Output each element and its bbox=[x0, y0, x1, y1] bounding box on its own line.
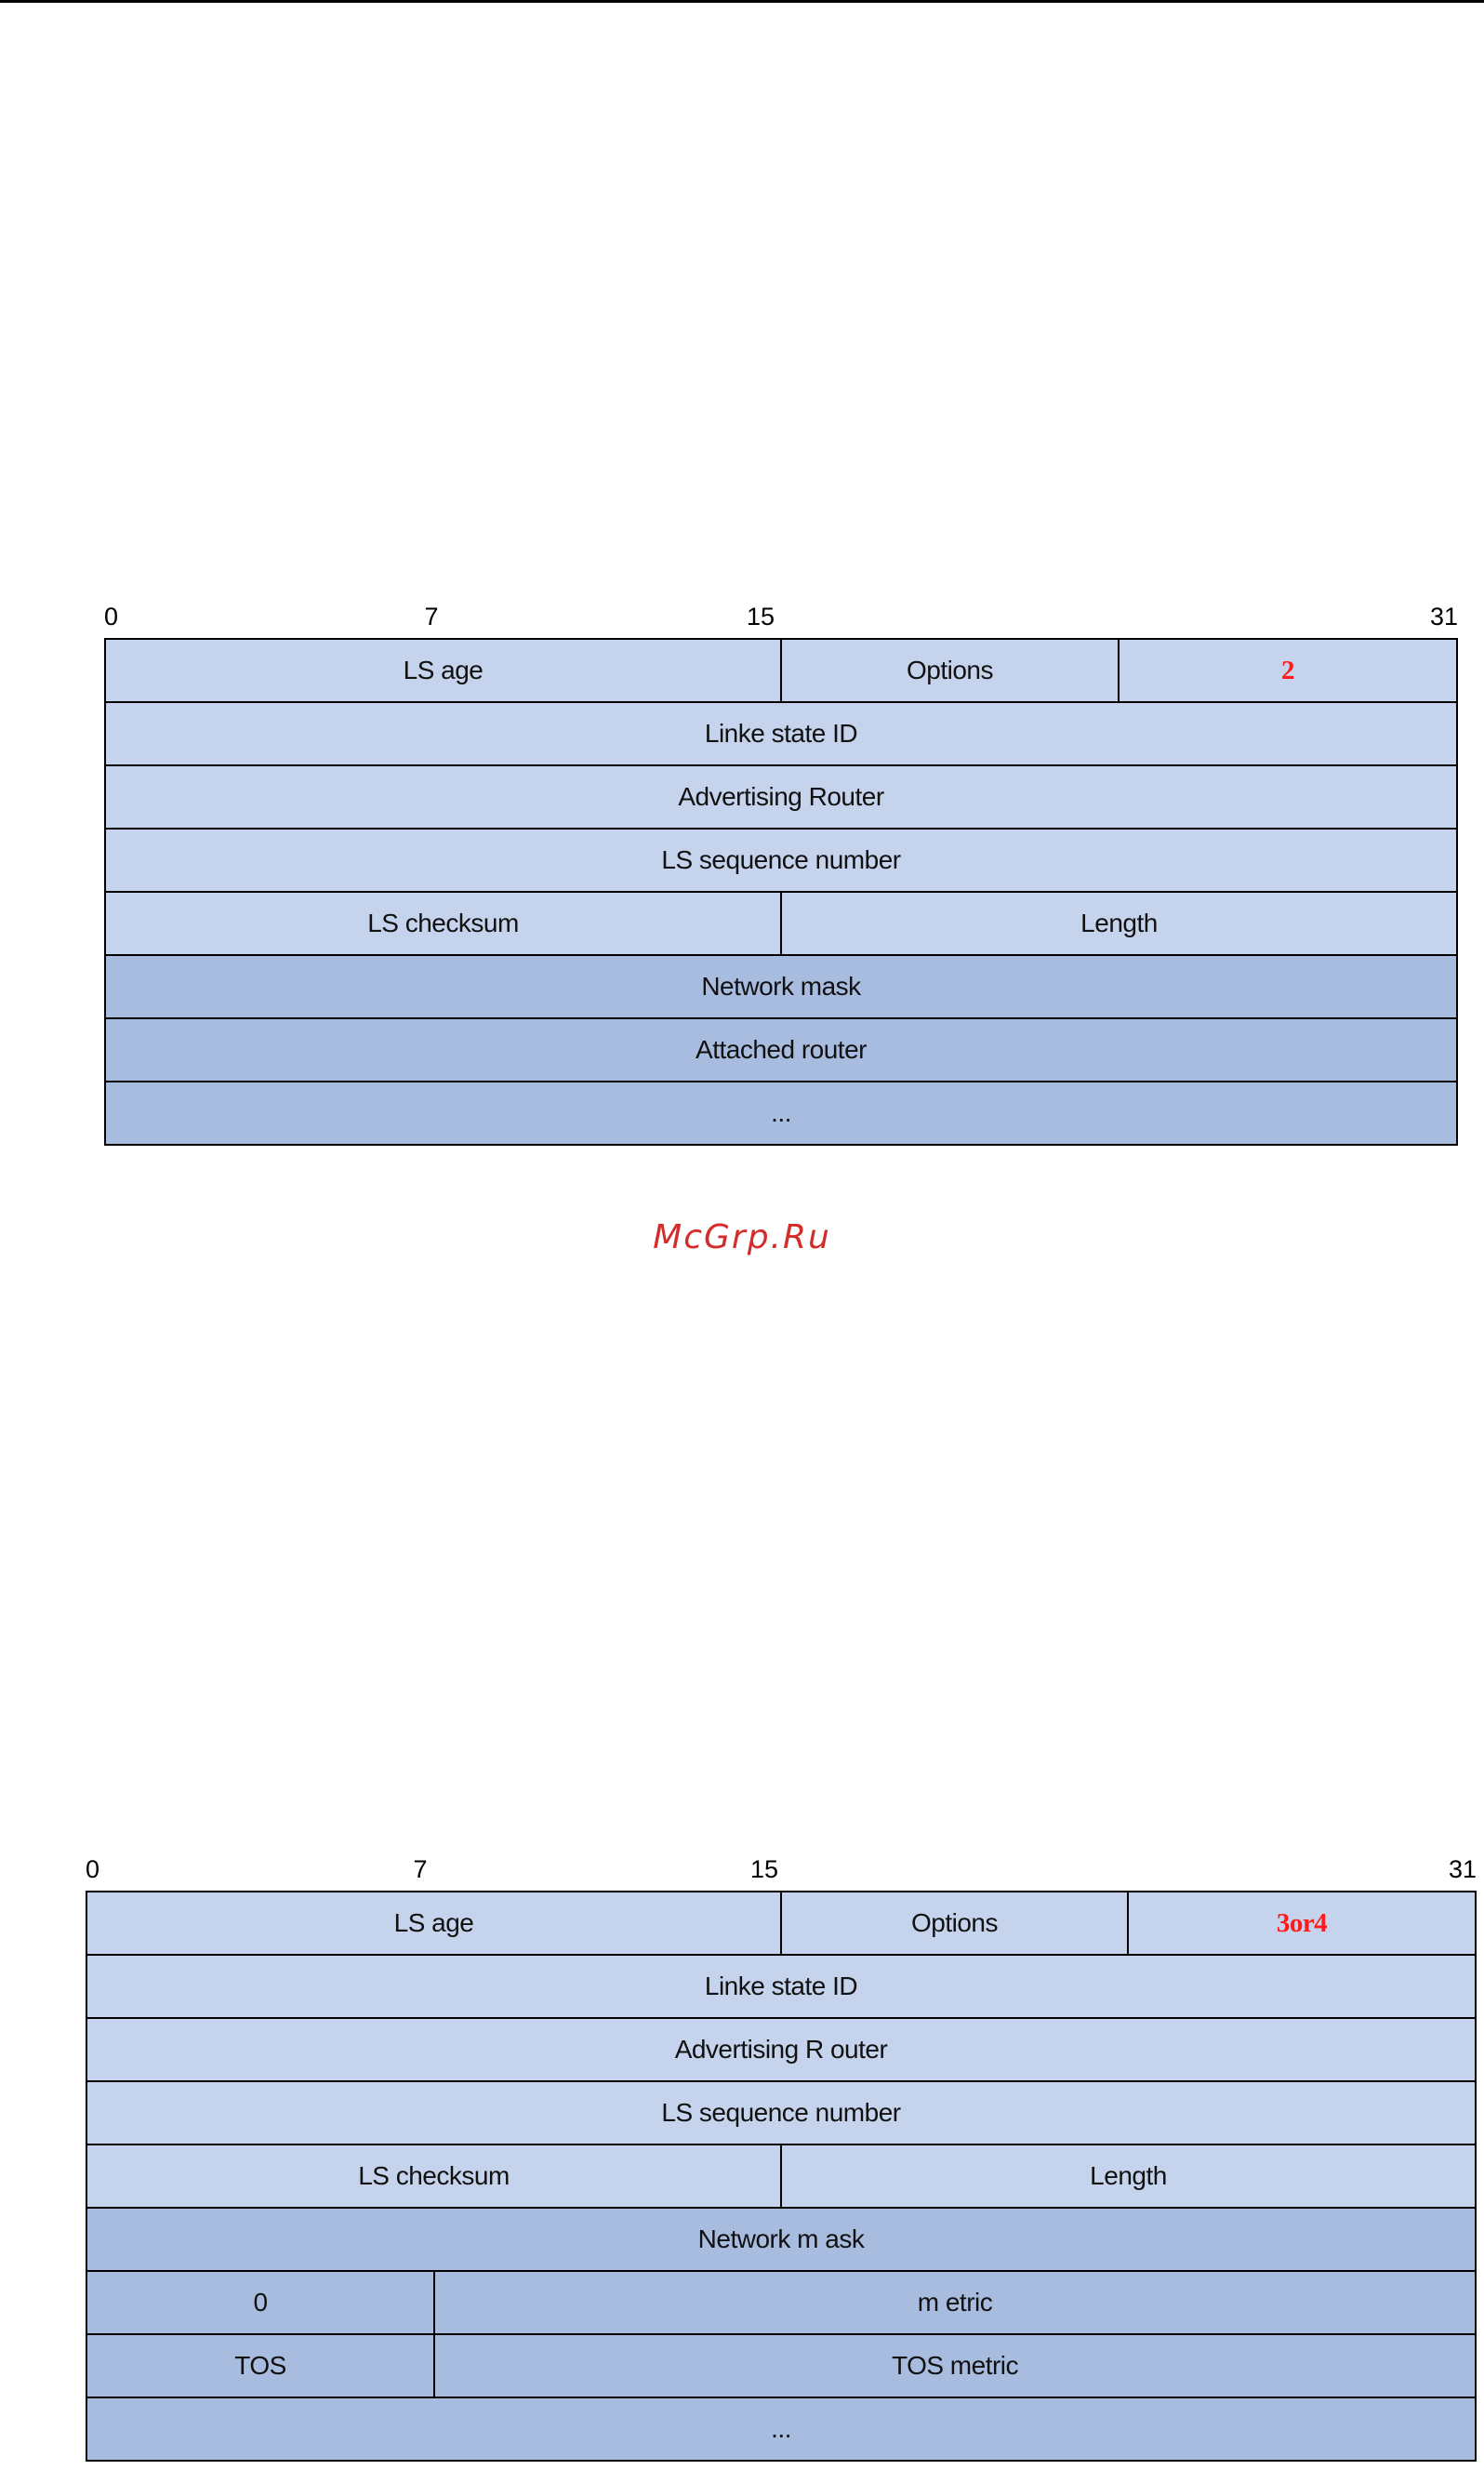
top-rule bbox=[0, 0, 1484, 3]
bit-label-31: 31 bbox=[1429, 603, 1458, 631]
attached-router-field: Attached router bbox=[106, 1019, 1458, 1082]
length-field: Length bbox=[782, 2145, 1477, 2209]
metric-field: m etric bbox=[435, 2272, 1477, 2335]
ls-type-field: 2 bbox=[1120, 640, 1458, 703]
bit-label-0: 0 bbox=[86, 1855, 100, 1883]
field-row bbox=[87, 2272, 1477, 2335]
options-field: Options bbox=[782, 1892, 1129, 1956]
length-field: Length bbox=[782, 893, 1458, 956]
field-row bbox=[106, 956, 1458, 1019]
bit-label-31: 31 bbox=[1448, 1855, 1477, 1883]
zero-field: 0 bbox=[87, 2272, 435, 2335]
field-row bbox=[87, 2335, 1477, 2398]
summary-lsa-diagram bbox=[86, 1855, 1477, 2478]
bit-ruler bbox=[104, 603, 1458, 636]
field-row bbox=[106, 703, 1458, 766]
tos-field: TOS bbox=[87, 2335, 435, 2398]
lsa-field-table bbox=[104, 638, 1458, 1146]
link-state-id-field: Linke state ID bbox=[106, 703, 1458, 766]
field-row bbox=[87, 2019, 1477, 2082]
field-row bbox=[106, 830, 1458, 893]
field-row bbox=[87, 2082, 1477, 2145]
bit-label-7: 7 bbox=[424, 603, 439, 631]
ls-sequence-number-field: LS sequence number bbox=[106, 830, 1458, 893]
ls-sequence-number-field: LS sequence number bbox=[87, 2082, 1477, 2145]
tos-metric-field: TOS metric bbox=[435, 2335, 1477, 2398]
field-row bbox=[87, 2145, 1477, 2209]
field-row bbox=[106, 1019, 1458, 1082]
lsa-field-table bbox=[86, 1891, 1477, 2462]
ls-age-field: LS age bbox=[106, 640, 782, 703]
field-row bbox=[87, 1956, 1477, 2019]
watermark: McGrp.Ru bbox=[653, 1218, 831, 1256]
bit-label-7: 7 bbox=[413, 1855, 428, 1883]
network-mask-field: Network m ask bbox=[87, 2209, 1477, 2272]
options-field: Options bbox=[782, 640, 1120, 703]
network-lsa-diagram bbox=[104, 603, 1458, 1151]
network-mask-field: Network mask bbox=[106, 956, 1458, 1019]
continuation-field: ... bbox=[87, 2398, 1477, 2462]
field-row bbox=[87, 1892, 1477, 1956]
bit-ruler bbox=[86, 1855, 1477, 1889]
field-row bbox=[106, 893, 1458, 956]
bit-label-0: 0 bbox=[104, 603, 119, 631]
field-row bbox=[87, 2398, 1477, 2462]
advertising-router-field: Advertising R outer bbox=[87, 2019, 1477, 2082]
continuation-field: ... bbox=[106, 1082, 1458, 1146]
bit-label-15: 15 bbox=[746, 603, 775, 631]
field-row bbox=[87, 2209, 1477, 2272]
ls-age-field: LS age bbox=[87, 1892, 782, 1956]
field-row bbox=[106, 1082, 1458, 1146]
ls-type-field: 3or4 bbox=[1129, 1892, 1477, 1956]
bit-label-15: 15 bbox=[749, 1855, 779, 1883]
advertising-router-field: Advertising Router bbox=[106, 766, 1458, 830]
ls-checksum-field: LS checksum bbox=[106, 893, 782, 956]
field-row bbox=[106, 640, 1458, 703]
link-state-id-field: Linke state ID bbox=[87, 1956, 1477, 2019]
field-row bbox=[106, 766, 1458, 830]
ls-checksum-field: LS checksum bbox=[87, 2145, 782, 2209]
